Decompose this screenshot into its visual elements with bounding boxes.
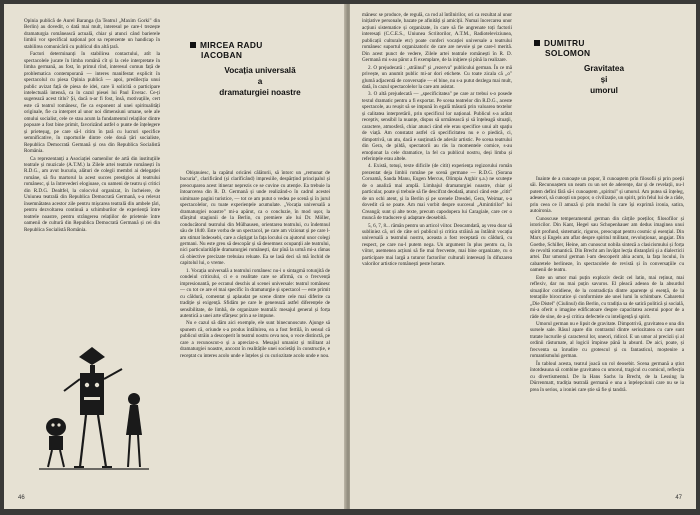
left-page-column-2 — [180, 170, 330, 500]
right-page — [350, 4, 696, 509]
left-article-title — [190, 40, 330, 98]
right-article-title — [534, 38, 674, 96]
paragraph: Obișnuiesc, la capătul oricărei călătorii, să întorc un „remunat de bucuria", clarificând (și clarificând) impresiile, despărțind principalul și preocuparea acest itinerar neprezis ce se cuvine cu atenție. Ea trebuie la întoarcerea din R. D. Germană și unde realizând-o în cadrul acestei uimitoare pagini turistice, — tot ce am putut o vedea pe scenă și în jurul spectacolelor, cu toate experiențele acumulate. „Vocația universală a dramaturgiei noastre" mi-a apărut, ca o concluzie, în mod ușor, la sfârșitul stagiunii de la Berlin, cu premiere ale lui Dr. Möller, conducătorul teatrului din Mülhausen, orientarea teatrului, cu îndemnul său de 1840. Este vorba de un spectacol, pe care am vizionat și pe care l-am stimat îndeosebi, care a câștigat la fața locului cu ajutorul unor colegi germani. Nu este greu să descopăr și să desemnez ocupanții ale teatrului, nici particularitățile dramaturgiei românești, dar pînă la urmă mi-a rămas că obiective precizate trebuiau reluate. Ea se lasă deci să mă închid de capitolul lui, o vreme. — [180, 170, 330, 267]
paragraph: Nu e cazul să dăm aici exemple, ele sunt binecunoscute. Ajunge să spunem că, oriunde s-a produs întâlnirea, ea a fost fertilă, în sensul că publicul străin a descoperit în teatrul nostru ceva nou, o voce distinctă, pe care a recunoscut-o și a apreciat-o. Mesajul umanist și militant al dramaturgiei noastre, ancorat în realitățile unei societăți în construcție, e receptat cu interes acolo unde e înțeles și cu curiozitate acolo unde e nou. — [180, 320, 330, 359]
paragraph: 4. Există, totuși, texte dificile (de citit) experiența regizorului român prezentat deja limbii române pe scenă germane — R.D.G. (Sorana Coroamă, Sanda Manu, Eugen Mercus, Olimpia Arghir ș.a.) ne scutește de o analiză mai amplă. Limbajul dramaturgiei noastre, chiar și particular, poate și trebuie să fie descifrat deodată, atunci când este „citit" de un ochi atent, și la Berlin și pe scenele Dresdei, Gera, Weimar, s-a dovedit că se poate. Am mai vorbit despre succesul „Amintirilor" lui Creangă; sunt și alte texte, precum capodopera lui Caragiale, care cer o muncă de traducere și adaptare deosebită. — [362, 163, 512, 222]
paragraph: 5, 6, 7, 8... rămân pentru un articol viitor. Deocamdată, aș vrea doar să subliniez că, ori de câte ori publicul și critica străină au întâlnit vocația universală a teatrului nostru, aceasta a fost receptată cu căldură, cu respect, pe care nu-l putem nega. Un argument în plus pentru ca, în viitor, asemenea acțiuni să fie mai frecvente, mai bine organizate, cu o participare mai largă a tuturor factorilor culturali interesați în difuzarea valorilor artistice românești peste hotare. — [362, 222, 512, 268]
article-heading: Gravitatea și umorul — [583, 64, 625, 95]
square-bullet-icon — [190, 42, 196, 48]
paragraph: Cunoscuse temperamentul german din cărțile poeților, filosofilor și istoricilor. Din Kant, Hegel sau Schopenhauer am dedus imaginea unui spirit profund, sistematic, riguros, preocupat pentru cosmic și esențial. Din Marx și Engels am aflat despre spiritul militant, revoluționar, angajat. Din Goethe, Schiller, Heine, am cunoscut nobila sinteză a clasicismului și forța de revoltă romantică. Din Brecht am învățat lecția distanțării și a dialecticii artei. Dar umorul german l-am descoperit abia acum, la fața locului, în cabaretele berlineze, în spectacolele de revistă și în conversațiile cu oamenii de teatru. — [530, 215, 684, 274]
paragraph: Ca reprezentanți a Asociației oamenilor de artă din instituțiile teatrale și muzicale (A.T.M.) la Zilele artei teatrale românești în R.D.G., am avut bucuria, alături de colegii membri ai delegației române, să fiu martorul la acest succes prestigios al teatrului românesc, și la întrevederi elogioase, cu oameni de teatru și critici din R.D.G. Dealtfel, la colocviul organizat, în încheiere, de Uniunea teatrală din Republica Democrată Germană, s-a relevat însemnătatea acestor zile pentru mișcarea teatrală din ambele țări, pentru dezvoltarea continuă a schimburilor de experiență între teatrele noastre, pentru strângerea relațiilor de prietenie între oamenii de cultură din Republica Democrată Germană și cei din Republica Socialistă România. — [24, 155, 160, 233]
paragraph: 2. O prejudecată : „străinul" și „rezerva" publicului german. În ce mă privește, un anumit public mi-ar dori etichete. Cu toate zicala că „o" glumă adjacentă de conversație — el bine, nu s-a putut dezlega mai mult, dată, în cazul spectacolelor la care am asistat. — [362, 64, 512, 90]
paragraph: mânesc se produce, de regulă, ca rod al întîlnirilor, ori ca rezultat al unor inițiative personale, bazate pe afinități și amiciții. Numai încercarea unor acțiuni sistematice și organizate, în care să fie angrenate toți factorii interesați (C.C.E.S., Uniunea Scriitorilor, A.T.M., Radioteleviziunea, publicații culturale etc) poate conferi vocației universale a teatrului românesc suportul organizatoric de care are nevoie și pe care-l merită. Din acest punct de vedere, Zilele artei teatrale românești în R. D. Germană mi s-au părut a fi exemplare, de la inițiere și pînă la realizare. — [362, 12, 512, 64]
paragraph: 1. Vocația universală a teatrului românesc nu-i o sintagmă rotunjită de condeiul criticului, ci e o realitate care se afirmă, cu o frecvență impresionantă, pe ecranul deschis al scenei universale: teatrul românesc — cu tot ce are el mai specific în dramaturgie și spectacol — este primit cu căldură, comentat și aplaudat pe scene dintre cele mai diferite ca tradiție și exigență. Sfidăm pe care le generează astfel diferențele de sensibilitate, de limbă, de organizare teatrală: mesajul general și forța autentică a unei arte sfârșesc prin a se impune. — [180, 267, 330, 319]
bird-figure-icon — [126, 393, 142, 467]
page-number: 46 — [18, 495, 25, 501]
article-heading: Vocația universală a dramaturgiei noastre — [219, 66, 301, 97]
right-page-column-2 — [530, 176, 684, 494]
tall-figure-icon — [64, 347, 122, 467]
paragraph: Opinia publică de Aurel Baranga (la Teatrul „Maxim Gorki" din Berlin) au dovedit, o dată mai mult, interesul pe care-l trezește dramaturgia românească actuală, chiar și atunci când barierele limbii vor specifical național pot sa reprezente un handicap în stabilirea comunicării cu publicul din altă țară. — [24, 18, 160, 50]
left-page — [4, 4, 346, 509]
author-name: DUMITRU SOLOMON — [534, 38, 674, 58]
small-figure-icon — [46, 418, 66, 467]
paragraph: Înainte de a cunoaște un popor, îl cunoaștem prin filosofii și prin poeții săi. Recunoaștem un neam cu un set de aderențe, dar și de revelații, nu-l putem defini fără să-i cunoaștem „spiritul" și umorul. Am putea să înțeleg, adeseori, să cunoști un popor, o civilizație, un spirit, prin felul lui de a râde, prin ceea ce îl amuză și prin modul în care își exprimă ironia, satira, autoironia. — [530, 176, 684, 215]
left-page-column-1 — [24, 18, 160, 234]
page-number: 47 — [675, 495, 682, 501]
paragraph: Este un umor mai puțin exploziv decât cel latin, mai reținut, mai reflexiv, dar nu mai puțin savuros. El pleacă adesea de la absurdul situațiilor cotidiene, de la contradicția dintre aparențe și esență, de la tentațiile birocratice și conformiste ale unei lumi în schimbare. Cabaretul „Die Distel" (Ciulinul) din Berlin, cu tradiția sa de satiră politică și socială, mi-a oferit o imagine edificatoare despre capacitatea acestui popor de a râde de sine, de a-și critica defectele cu inteligență și spirit. — [530, 274, 684, 320]
paragraph: 3. O altă prejudecată — „specificitatea" pe care ar trebui s-o posede textul dramatic pentru a fi exportat. Pe scena teatrelor din R.D.G., aceste spectacole, au reușit să se impună în egală măsură prin valoarea textelor și calitatea interpretării, prin specificul lor național. Publicul s-a arătat receptiv, sensibil la nuanțe, dispus să urmărească și să înțeleagă situații, caractere, atmosferă, chiar atunci când ele erau specifice unui alt spațiu de viață. Am constatat astfel că specificitatea nu e o piedică, ci, dimpotrivă, un atu, dacă e susținută de adevăr artistic. Pe scena teatrului din Gera, de pildă, spectatorii au râs la momentele comice, s-au emoționat la cele dramatice, la fel ca publicul nostru, deși limba și referințele erau altele. — [362, 91, 512, 162]
folk-figures-illustration — [34, 339, 154, 474]
paragraph: Umorul german nu e lipsit de gravitate. Dimpotrivă, gravitatea e una din sursele sale. Râsul apare din contrastul dintre seriozitatea cu care sunt tratate lucrurile și caracterul lor, uneori, ridicol. E un umor al precizii și al ordinii răsturnate, al logicii împinse până la absurd. De aici, poate, și frecventa sa înrudire cu grotescul și cu fantasticul, moștenire a romantismului german. — [530, 320, 684, 360]
paragraph: În tabloul acesta, teatrul joacă un rol deosebit. Scena germană a știut întotdeauna să combine gravitatea cu umorul, tragicul cu comicul, reflecția cu divertismentul. De la Hans Sachs la Brecht, de la Lessing la Dürrenmatt, tradiția teatrală germană e una a înțelepciunii care nu se ia prea în serios, a ironiei care știe să fie și tandră. — [530, 360, 684, 393]
square-bullet-icon — [534, 40, 540, 46]
right-page-column-1 — [362, 12, 512, 500]
author-name: MIRCEA RADU IACOBAN — [190, 40, 330, 60]
paragraph: Factori determinanți în stabilirea contactului, atît la spectacolele jucate în limba română cît și la cele interpretate în limba germană, au fost, în primul rînd, interesul comun față de problematica contemporană — interes manifestat explicit în spectacolul cu piesa Opinia publică — apoi, predilecția unui public avizat față de piesa de idei, care îi solicită o participare intelectuală intensă, ca în cazul piesei lui Paul Everac. Ce-ți sugerează acest titlu? Și, dacă n-ar fi fost, însă, motivațiile, cert este că teatrul românesc, fie ca exponent al unei spiritualități originale, fie ca interpret al unor noi dimensiuni umane, sele ale omului socialist, cele ce stau acum la fundamentul relațiilor dintre popoare a fost bine primit, favorizând astfel o punte de înțelegere și prieteșug, pe care să-l citim în țară cu lucruri specifice semnificative, în raporturile dintre cele două țări socialiste, Republica Democrată Germană și cea din Republica Socialistă România. — [24, 51, 160, 155]
